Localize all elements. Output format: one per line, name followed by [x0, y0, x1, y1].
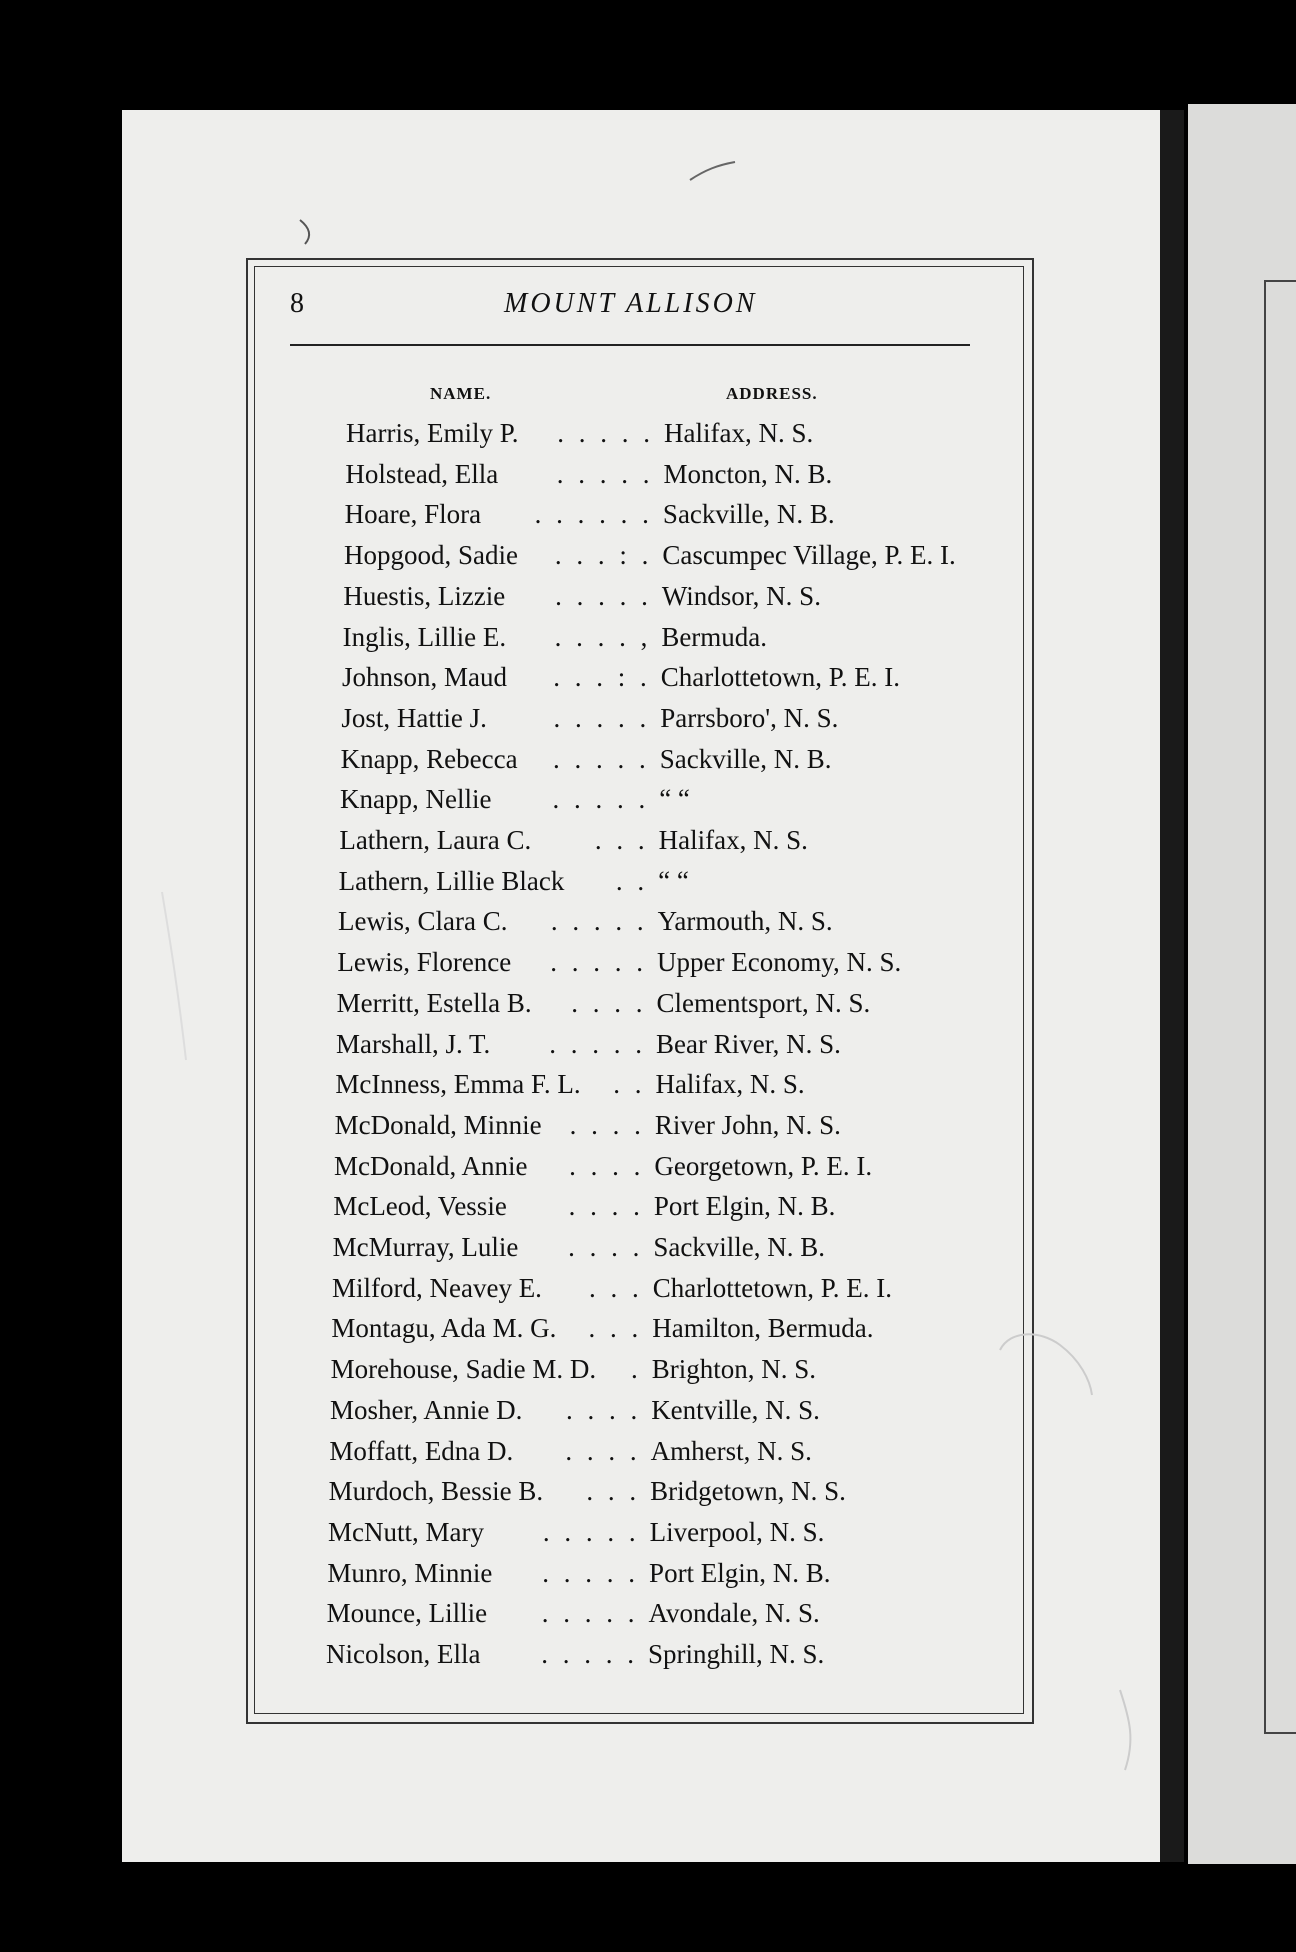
student-address: “ “ [658, 865, 689, 896]
leader-dots: . . . . . [552, 743, 650, 774]
student-name: Murdoch, Bessie B. [328, 1476, 544, 1507]
name-column-heading: NAME. [430, 384, 492, 403]
leader-dots: . . [615, 865, 649, 896]
student-address: Bridgetown, N. S. [650, 1476, 846, 1507]
student-address: Windsor, N. S. [661, 580, 821, 611]
student-name: Marshall, J. T. [336, 1028, 491, 1059]
leader-dots: . . . . [569, 1109, 645, 1140]
student-name: Lewis, Florence [337, 947, 512, 978]
student-address: Amherst, N. S. [650, 1435, 812, 1466]
student-address: Halifax, N. S. [664, 418, 814, 448]
leader-dots: . . . . [568, 1232, 644, 1262]
student-address: “ “ [659, 784, 690, 815]
student-name: Lewis, Clara C. [338, 906, 508, 937]
address-column-heading: ADDRESS. [726, 384, 818, 403]
student-address: Avondale, N. S. [648, 1598, 820, 1629]
student-name: McLeod, Vessie [333, 1191, 507, 1222]
leader-dots: . . . . [565, 1435, 641, 1466]
student-name: Morehouse, Sadie M. D. [330, 1354, 597, 1385]
leader-dots: . . . . [568, 1191, 644, 1222]
student-name: Moffatt, Edna D. [329, 1435, 514, 1466]
student-name: McDonald, Annie [334, 1150, 528, 1181]
student-name: McInness, Emma F. L. [335, 1069, 581, 1100]
student-address: Bermuda. [661, 621, 768, 652]
student-address: Parrsboro', N. S. [660, 702, 839, 733]
leader-dots: . . . . . [555, 580, 652, 611]
student-address: Georgetown, P. E. I. [654, 1150, 873, 1181]
student-name: McDonald, Minnie [334, 1109, 542, 1140]
leader-dots: . . . : . [554, 540, 653, 571]
student-name: Munro, Minnie [327, 1557, 493, 1588]
student-address: Clementsport, N. S. [656, 987, 871, 1018]
student-address: Bear River, N. S. [656, 1028, 841, 1059]
student-name: Hoare, Flora [344, 499, 482, 530]
student-address: Port Elgin, N. B. [649, 1557, 831, 1588]
student-address: Cascumpec Village, P. E. I. [662, 540, 956, 571]
leader-dots: . . . . . [550, 947, 648, 978]
student-name: Lathern, Laura C. [339, 825, 532, 855]
student-address: Port Elgin, N. B. [653, 1191, 836, 1222]
leader-dots: . . . . . [542, 1557, 640, 1588]
leader-dots: . . [613, 1069, 646, 1100]
student-address: Charlottetown, P. E. I. [660, 662, 901, 693]
student-name: Milford, Neavey E. [332, 1272, 542, 1303]
leader-dots: . . . . . [542, 1516, 640, 1547]
leader-dots: . [630, 1354, 642, 1385]
student-address: River John, N. S. [654, 1109, 841, 1140]
leader-dots: . . . . . [553, 702, 651, 733]
student-address: Sackville, N. B. [653, 1232, 826, 1262]
leader-dots: . . . [586, 1476, 641, 1507]
leader-dots: . . . . . [550, 906, 648, 937]
leader-dots: . . . . . [549, 1028, 646, 1059]
leader-dots: . . . : . [553, 662, 651, 693]
student-address: Charlottetown, P. E. I. [652, 1272, 893, 1303]
student-address: Brighton, N. S. [651, 1354, 816, 1385]
leader-dots: . . . . . [541, 1639, 638, 1669]
leader-dots: . . . . . [552, 784, 650, 815]
leader-dots: . . . . . [541, 1598, 639, 1629]
leader-dots: . . . . . . [534, 499, 653, 530]
student-address: Kentville, N. S. [651, 1394, 820, 1425]
student-name: Holstead, Ella [345, 458, 499, 489]
leader-dots: . . . . [565, 1394, 642, 1425]
student-name: Knapp, Rebecca [340, 743, 518, 774]
student-name: Jost, Hattie J. [341, 702, 487, 733]
leader-dots: . . . . [571, 987, 647, 1018]
student-address: Upper Economy, N. S. [657, 947, 902, 978]
student-address: Sackville, N. B. [659, 743, 832, 774]
student-address: Liverpool, N. S. [649, 1516, 825, 1547]
student-name: Montagu, Ada M. G. [331, 1313, 557, 1344]
student-address: Springhill, N. S. [648, 1639, 825, 1669]
student-address: Halifax, N. S. [658, 825, 808, 855]
leader-dots: . . . . [569, 1150, 645, 1181]
student-name: Lathern, Lillie Black [338, 865, 565, 896]
student-name: Mosher, Annie D. [330, 1394, 523, 1425]
leader-dots: . . . . . [557, 418, 654, 448]
running-title: MOUNT ALLISON [504, 288, 758, 319]
student-name: Nicolson, Ella [326, 1639, 481, 1669]
student-name: Merritt, Estella B. [336, 987, 532, 1018]
student-name: Knapp, Nellie [340, 784, 492, 815]
student-address: Hamilton, Bermuda. [652, 1313, 874, 1344]
student-name: Johnson, Maud [342, 662, 508, 693]
page-number: 8 [290, 288, 304, 319]
student-address: Yarmouth, N. S. [657, 906, 833, 937]
student-address: Moncton, N. B. [663, 458, 833, 489]
student-name: McMurray, Lulie [332, 1232, 519, 1262]
student-name: Inglis, Lillie E. [342, 621, 507, 652]
leader-dots: . . . [589, 1272, 643, 1303]
leader-dots: . . . [594, 825, 649, 855]
student-name: Harris, Emily P. [346, 418, 519, 448]
leader-dots: . . . . . [556, 458, 654, 489]
student-address: Sackville, N. B. [662, 499, 835, 530]
student-name: McNutt, Mary [328, 1516, 484, 1547]
student-name: Hopgood, Sadie [344, 540, 518, 571]
leader-dots: . . . . , [554, 621, 652, 652]
student-address: Halifax, N. S. [655, 1069, 805, 1100]
leader-dots: . . . [588, 1313, 643, 1344]
student-name: Mounce, Lillie [326, 1598, 488, 1629]
student-name: Huestis, Lizzie [343, 580, 506, 611]
